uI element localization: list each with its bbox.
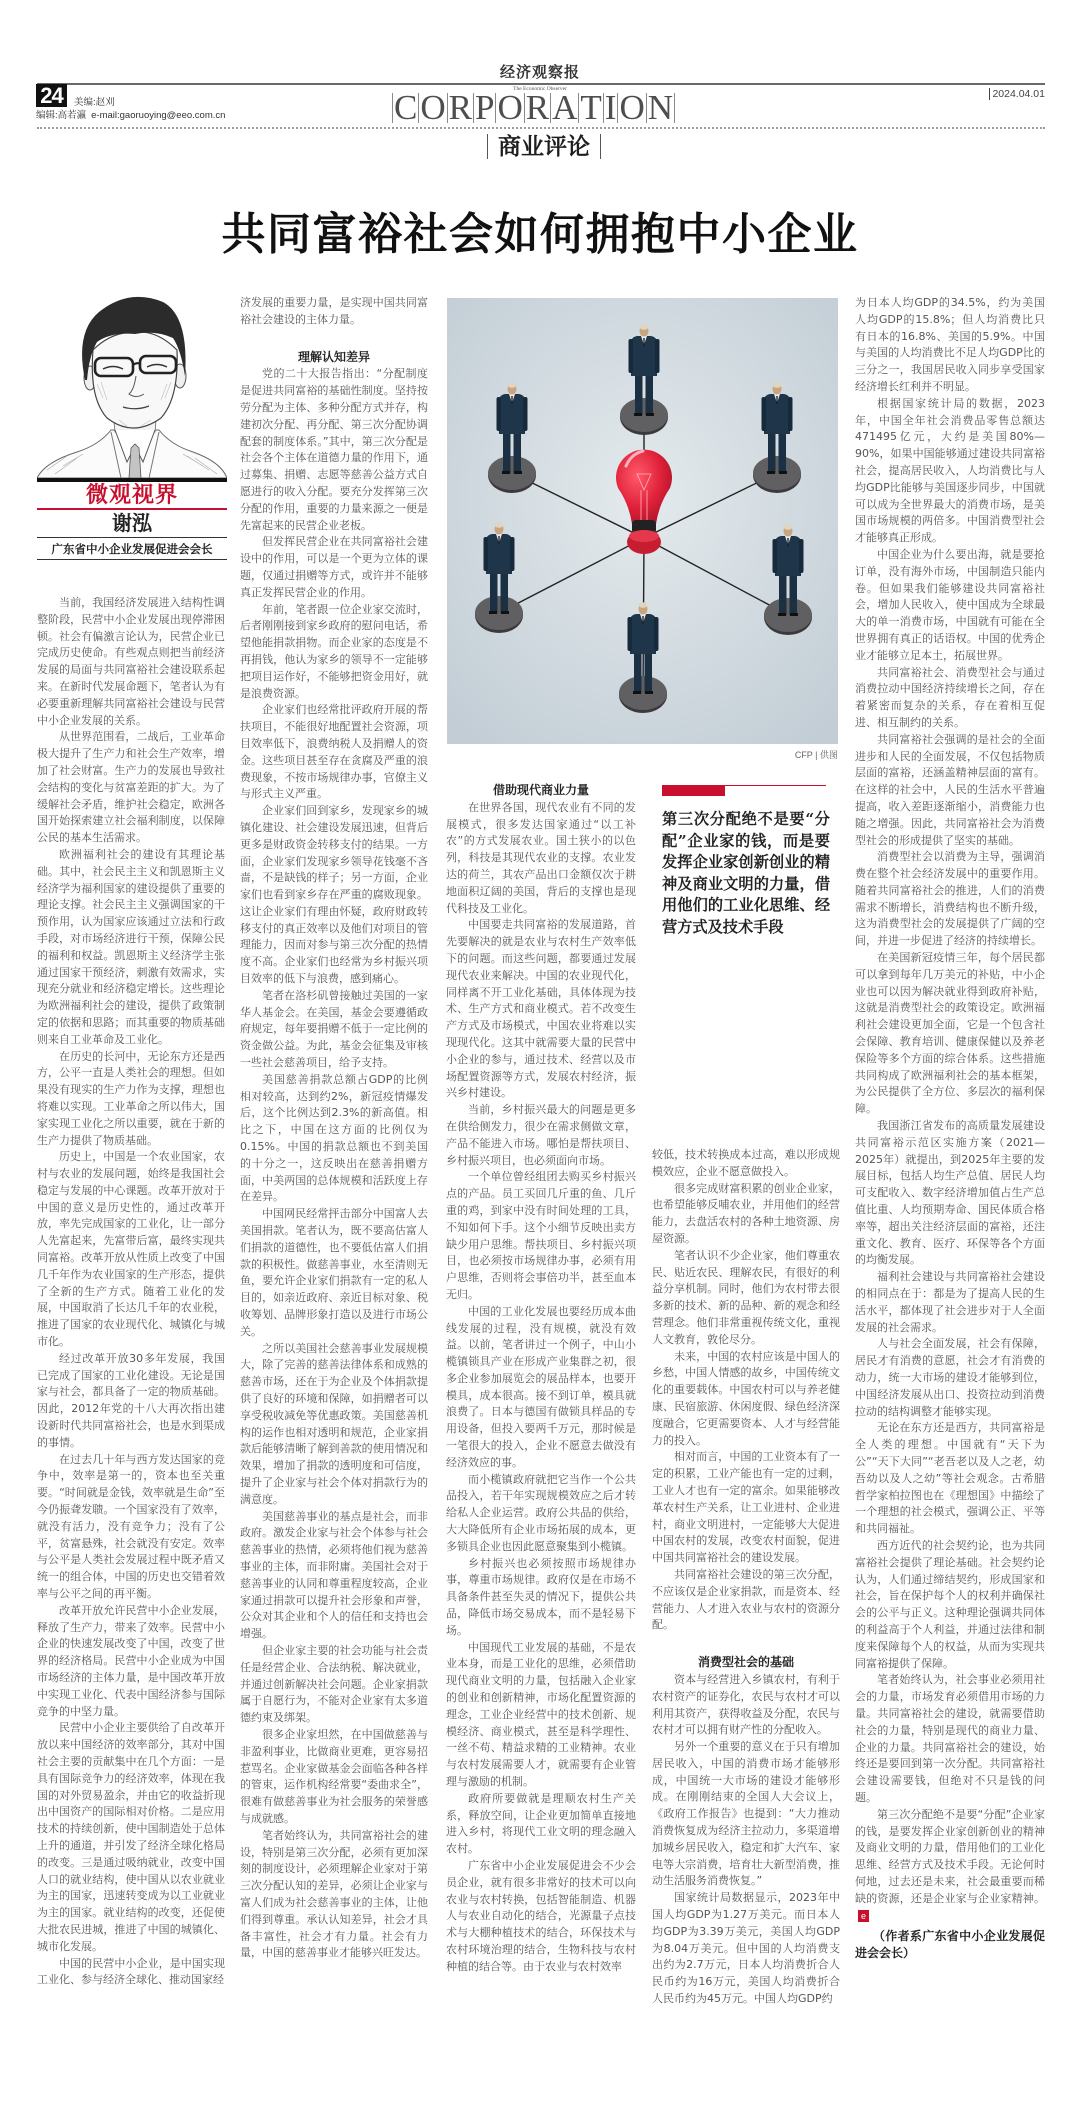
- paragraph: 政府所要做就是理顺农村生产关系，释放空间，让企业更加简单直接地进入乡村，将现代工业文明的理念融入农村。: [446, 1791, 636, 1856]
- pull-quote-red-bar: [662, 785, 725, 796]
- paragraph: 但企业家主要的社会功能与社会责任是经营企业、合法纳税、解决就业，并通过创新解决社会问题。企业家捐款属于自愿行为，不能对企业家有太多道德约束及绑架。: [240, 1643, 428, 1725]
- page-number: 24: [36, 84, 67, 107]
- paragraph: 中国的民营中小企业，是中国实现工业化、参与经济全球化、推动国家经: [37, 1956, 225, 1987]
- paragraph: 笔者在洛杉矶曾接触过美国的一家华人基金会。在美国，基金会要遵循政府规定，每年要捐赠不低于一定比例的资金做公益。为此，基金会征集及审核一些社会慈善项目，给予支持。: [240, 988, 428, 1070]
- paragraph-continuation: 为日本人均GDP的34.5%，约为美国人均GDP的15.8%；但人均消费比只有日本的16.8%、美国的5.9%。中国与美国的人均消费比不足人均GDP比的三分之一，我国居民收入同步享受国家经济增长红利并不明显。: [855, 296, 1045, 393]
- paragraph: 乡村振兴也必须按照市场规律办事，尊重市场规律。政府仅是在市场不具备条件甚至失灵的情况下，提供公共品，降低市场交易成本，而不是轻易下场。: [446, 1556, 636, 1637]
- paragraph: 民营中小企业主要供给了自改革开放以来中国经济的效率部分，其对中国社会主要的贡献集中在几个方面：一是具有国际竞争力的经济效率，体现在我国的对外贸易盈余，并由它的收益折现出中国资产的国际相对价格。二是应用技术的持续创新，使中国制造处于总体上升的通道，并引发了经济全球化格局的改变。三是通过吸纳就业，改变中国人口的就业结构，使中国从以农业就业为主的国家，迅速转变成为以工业就业为主的国家。就业结构的改变，还促使大批农民进城，推进了中国的城镇化、城市化发展。: [37, 1721, 225, 1953]
- paragraph: 历史上，中国是一个农业国家，农村与农业的发展问题，始终是我国社会稳定与发展的中心课题。改革开放对于中国的意义是历史性的，通过改革开放，率先完成国家的工业化，让一部分人先富起来，先富带后富，最终实现共同富裕。改革开放从性质上改变了中国几千年作为农业国家的生产形态，提供了全新的生产方式。随着工业化的发展，中国取消了长达几千年的农业税，推进了国家的农业现代化、城镇化与城市化。: [37, 1150, 225, 1349]
- paragraph: 西方近代的社会契约论，也为共同富裕社会提供了理论基础。社会契约论认为，人们通过缔结契约，形成国家和社会，旨在保护每个人的权利并确保社会的公平与正义。这种理论强调共同体的利益高于个人利益，并通过法律和制度来保障每个人的权益，从而为实现共同富裕提供了保障。: [855, 1538, 1045, 1670]
- paragraph: 无论在东方还是西方，共同富裕是全人类的理想。中国就有“天下为公”“天下大同”“老吾老以及人之老，幼吾幼以及人之幼”等社会观念。古希腊哲学家柏拉图也在《理想国》中描绘了一个理想的社会模式，强调公正、平等和共同福祉。: [855, 1421, 1045, 1536]
- paragraph: 在过去几十年与西方发达国家的竞争中，效率是第一的，资本也至关重要。“时间就是金钱，效率就是生命”至今仍振聋发聩。一个国家没有了效率，就没有活力，没有竞争力；没有了公平，贫富悬殊，社会就没有安定。效率与公平是人类社会发展过程中既矛盾又统一的组合体，中国的历史也交错着效率与公平之间的再平衡。: [37, 1452, 225, 1601]
- article-column-4: [652, 1147, 840, 2008]
- paragraph: 福利社会建设与共同富裕社会建设的相同点在于：都是为了提高人民的生活水平，都体现了社会进步对于人全面发展的社会需求。: [855, 1270, 1045, 1334]
- paragraph: 很多企业家坦然，在中国做慈善与非盈利事业，比做商业更难，更容易招惹骂名。企业家做基金会面临各种各样的管束，运作机构经常要“委曲求全”，很难有做慈善事业为社会服务的荣誉感与成就感。: [240, 1727, 428, 1825]
- column-name: 微观视界: [85, 482, 178, 508]
- paragraph: 但发挥民营企业在共同富裕社会建设中的作用，可以是一个更为立体的课题，仅通过捐赠等方式，或许并不能够真正发挥民营企业的作用。: [240, 535, 428, 599]
- paragraph: 笔者始终认为，社会事业必须用社会的力量，市场发育必须借用市场的力量。共同富裕社会的建设，就需要借助社会的力量，特别是现代的商业力量、企业的力量。共同富裕社会的建设，始终还是要回到第一次分配。共同富裕社会建设需要钱，但绝对不只是钱的问题。: [855, 1673, 1045, 1804]
- byline-red-rule: [37, 508, 227, 510]
- paragraph: 共同富裕社会、消费型社会与通过消费拉动中国经济持续增长之间，存在着紧密而复杂的关系，存在着相互促进、相互制约的关系。: [855, 665, 1045, 729]
- author-sketch-icon: [37, 280, 227, 478]
- paragraph: 笔者始终认为，共同富裕社会的建设，特别是第三次分配，必须有更加深刻的制度设计，必须理解企业家对于第三次分配认知的差异，必须让企业家与富人们成为社会慈善事业的主体，让他们得到尊重。承认认知差异，社会才具备丰富性，社会才有力量。社会有力量，中国的慈善事业才能够兴旺发达。: [240, 1828, 428, 1960]
- paragraph: 中国网民经常抨击部分中国富人去美国捐款。笔者认为，既不要高估富人们捐款的道德性，也不要低估富人们捐款的积极性。做慈善事业，水至清则无鱼，要允许企业家们捐款有一定的私人目的，如亲近政府、亲近目标对象、税收筹划、品牌形象打造以及进行市场公关。: [240, 1207, 428, 1338]
- paragraph: 共同富裕社会强调的是社会的全面进步和人民的全面发展，不仅包括物质层面的富裕，还涵盖精神层面的富有。在这样的社会中，人民的生活水平普遍提高，收入差距逐渐缩小，消费能力也随之增强。因此，共同富裕社会为消费型社会的形成提供了坚实的基础。: [855, 732, 1045, 847]
- pull-quote-rule: [725, 785, 826, 786]
- pull-quote: 第三次分配绝不是要“分配”企业家的钱，而是要发挥企业家创新创业的精神及商业文明的力量，借用他们的工业化思维、经营方式及技术手段: [662, 810, 830, 936]
- paragraph: 根据国家统计局的数据，2023年，中国全年社会消费品零售总额达471495亿元，大约是美国80%—90%，如果中国能够通过建设共同富裕社会，提高居民收入，人均消费比与人均GDP比能够与美国逐步同步，中国就可以成为全世界最大的消费市场，是美国市场规模的两倍多。中国消费型社会才能够真正形成。: [855, 396, 1045, 545]
- paragraph: 中国的工业化发展也要经历成本曲线发展的过程，没有规模，就没有效益。以前，笔者讲过一个例子，中山小榄镇锁具产业在形成产业集群之初，很多企业参加展览会的展品样本，也要开模具，成本很高。接不到订单，模具就浪费了。日本与德国有做锁具样品的专用设备，但投入要两千万元，那时候是一笔很大的投入，企业不愿意去做没有经济效应的事。: [446, 1304, 636, 1469]
- paragraph: 美国慈善捐款总额占GDP的比例相对较高，达到约2%，新冠疫情爆发后，这个比例达到2.3%的新高值。相比之下，中国在这方面的比例仅为0.15%。中国的捐款总额也不到美国的十分之一，这反映出在慈善捐赠方面，中美两国的总体规模和活跃度上存在差异。: [240, 1072, 428, 1204]
- article-column-1: [37, 595, 225, 1989]
- paragraph: 我国浙江省发布的高质量发展建设共同富裕示范区实施方案（2021—2025年）就提出，到2025年主要的发展目标，包括人均生产总值、居民人均可支配收入、数字经济增加值占生产总值比重、人均预期寿命、国民体质合格率等，超出关注经济层面的富裕，还注重文化、教育、医疗、环保等各个方面的均衡发展。: [855, 1119, 1045, 1267]
- section-heading: 理解认知差异: [297, 349, 370, 364]
- newspaper-name-english: The Economic Observer: [513, 86, 567, 92]
- paragraph: 企业家们也经常批评政府开展的帮扶项目，不能很好地配置社会资源，项目效率低下，浪费纳税人及捐赠人的资金。这些项目甚至存在贪腐及严重的浪费现象，不按市场规律办事，官僚主义与形式主义严重。: [240, 703, 428, 801]
- author-title: 广东省中小企业发展促进会会长: [51, 542, 213, 556]
- paragraph: 中国现代工业发展的基础，不是农业本身，而是工业化的思维，必须借助现代商业文明的力量，包括融入企业家的创业和创新精神，市场化配置资源的理念，工业企业经营中的技术创新、规模经济、商业模式，甚至是科学理性、一丝不苟、精益求精的工业精神。农业与农村发展需要人才，就需要有企业管理与激励的机制。: [446, 1640, 636, 1789]
- editor-email: e-mail:gaoruoying@eeo.com.cn: [91, 110, 226, 121]
- final-paragraph: [855, 1807, 1045, 1925]
- paragraph: 未来，中国的农村应该是中国人的乡愁，中国人情感的故乡，中国传统文化的重要载体。中国农村可以与养老健康、民宿旅游、休闲度假、绿色经济深度融合，它更需要资本、人才与经营能力的投入。: [652, 1349, 840, 1447]
- paragraph: 共同富裕社会建设的第三次分配，不应该仅是企业家捐款，而是资本、经营能力、人才进入农业与农村的资源分配。: [652, 1567, 840, 1632]
- section-title-chinese: 商业评论: [487, 134, 601, 159]
- paragraph: 在美国新冠疫情三年，每个居民都可以拿到每年几万美元的补贴，中小企业也可以因为解决就业得到政府补贴，这就是消费型社会的政策设定。欧洲福利社会建设更加全面，它是一个包含社会保障、教育培训、健康保健以及养老保险等多个方面的综合体系。这些措施共同构成了欧洲福利社会的基本框架，为公民提供了全方位、多层次的福利保障。: [855, 951, 1045, 1116]
- paragraph: 国家统计局数据显示，2023年中国人均GDP为1.27万美元。而日本人均GDP为3.39万美元，美国人均GDP为8.04万美元。但中国的人均消费支出约为2.7万元，日本人均消费折合人民币约为16万元，美国人均消费折合人民币约为45万元。中国人均GDP约: [652, 1891, 840, 2006]
- paragraph: 中国要走共同富裕的发展道路，首先要解决的就是农业与农村生产效率低下的问题。而这些问题，都要通过发展现代农业来解决。中国的农业现代化，同样离不开工业化基础，具体体现为技术、生产方式和商业模式。若不改变生产方式及市场模式，中国农业将难以实现现代化。这其中就需要大量的民营中小企业的参与，通过技术、经营以及市场配置资源等方式，发展农村经济，振兴乡村建设。: [446, 918, 636, 1100]
- end-of-article-icon: e: [858, 1910, 869, 1922]
- dotted-divider: [37, 127, 1045, 129]
- paragraph: 另外一个重要的意义在于只有增加居民收入，中国的消费市场才能够形成，中国统一大市场的建设才能够形成。在刚刚结束的全国人大会议上，《政府工作报告》也提到：“大力推动消费恢复成为经济主拉动力，多渠道增加城乡居民收入，稳定和扩大汽车、家电等大宗消费，培育壮大新型消费，推动生活服务消费恢复。”: [652, 1740, 840, 1888]
- article-column-3: [446, 782, 636, 1976]
- paragraph: 在世界各国，现代农业有不同的发展模式，很多发达国家通过“以工补农”的方式发展农业。国土狭小的以色列，科技是其现代农业的支撑。农业发达的荷兰，其农产品出口金额仅次于耕地面积辽阔的美国，背后的支撑也是现代科技及工业化。: [446, 800, 636, 915]
- paragraph-continuation: 济发展的重要力量，是实现中国共同富裕社会建设的主体力量。: [240, 296, 428, 326]
- paragraph: 党的二十大报告指出：“分配制度是促进共同富裕的基础性制度。坚持按劳分配为主体、多种分配方式并存，构建初次分配、再分配、第三次分配协调配套的制度体系。”其中，第三次分配是社会各个主体在道德力量的作用下，通过募集、捐赠、志愿等慈善公益方式自愿进行的收入分配。要充分发挥第三次分配的作用，重要的力量来源之一便是先富起来的民营企业老板。: [240, 367, 428, 532]
- image-caption: CFP | 供图: [794, 750, 838, 760]
- issue-date: 2024.04.01: [989, 88, 1045, 100]
- byline-bottom-rule: [37, 559, 227, 560]
- paragraph: 当前，我国经济发展进入结构性调整阶段，民营中小企业发展出现停滞困顿。社会有偏激言论认为，民营企业已完成历史使命。有些观点则把当前经济发展的局面与共同富裕社会建设联系起来。在新时代发展命题下，笔者认为有必要重新理解共同富裕社会建设与民营中小企业发展的关系。: [37, 596, 225, 727]
- byline-rule: [37, 537, 227, 538]
- masthead-rule: [37, 83, 1045, 85]
- paragraph: 年前，笔者跟一位企业家交流时，后者刚刚接到家乡政府的慰问电话，希望他能捐款捐物。而企业家的态度是不再捐钱，他认为家乡的领导不一定能够把项目运作好，不能够把资金用好，就是浪费资源。: [240, 602, 428, 700]
- editor-credit: [36, 110, 225, 122]
- paragraph: 当前，乡村振兴最大的问题是更多在供给侧发力，很少在需求侧做文章，产品不能进入市场。哪怕是帮扶项目、乡村振兴项目，也必须面向市场。: [446, 1103, 636, 1167]
- author-name: 谢泓: [112, 511, 152, 535]
- paragraph: 广东省中小企业发展促进会不少会员企业，就有很多非常好的技术可以向农业与农村转换，包括智能制造、机器人与农业自动化的结合，光源量子点技术与大棚种植技术的结合，环保技术与农村环境治理的结合，生物科技与农村种植的结合等。由于农业与农村效率: [446, 1859, 636, 1973]
- section-heading: 消费型社会的基础: [697, 1655, 794, 1670]
- article-headline: 共同富裕社会如何拥抱中小企业: [221, 209, 859, 260]
- paragraph: 经过改革开放30多年发展，我国已完成了国家的工业化建设。无论是国家与社会，都具备了一定的物质基础。因此，2012年党的十八大再次指出建设新时代共同富裕社会，也是水到渠成的事情。: [37, 1351, 225, 1449]
- paragraph: 美国慈善事业的基点是社会，而非政府。激发企业家与社会个体参与社会慈善事业的热情，必须将他们视为慈善事业的主体，而非附庸。美国社会对于慈善事业的认同和尊重程度较高，企业家通过捐款可以提升社会形象和声誉，公众对其企业和个人的信任和支持也会增强。: [240, 1509, 428, 1641]
- paragraph: 消费型社会以消费为主导，强调消费在整个社会经济发展中的重要作用。随着共同富裕社会的推进，人们的消费需求不断增长，消费结构也不断升级，这为消费型社会的发展提供了广阔的空间，并进一步促进了经济的持续增长。: [855, 850, 1045, 948]
- article-column-5: [855, 295, 1045, 1962]
- paragraph: 改革开放允许民营中小企业发展，释放了生产力，带来了效率。民营中小企业的快速发展改变了中国，改变了世界的经济格局。民营中小企业成为中国市场经济的主体力量，是中国改革开放中实现工业化、代表中国经济参与国际竞争的中坚力量。: [37, 1603, 225, 1718]
- paragraph: 而小榄镇政府就把它当作一个公共品投入，若干年实现规模效应之后才转给私人企业运营。政府公共品的供给，大大降低所有企业市场拓展的成本，更多锁具企业也因此愿意聚集到小榄镇。: [446, 1472, 636, 1553]
- paragraph: 中国企业为什么要出海，就是要抢订单，没有海外市场，中国制造只能内卷。但如果我们能够建设共同富裕社会，增加人民收入，使中国成为全球最大的单一消费市场，中国就有可能在全世界拥有真正的话语权。中国的优秀企业才能够立足本土，拓展世界。: [855, 547, 1045, 662]
- section-title-wrap: [0, 134, 1080, 159]
- paragraph: 笔者认识不少企业家，他们尊重农民、贴近农民、理解农民，有很好的利益分享机制。同时，他们为农村带去很多新的技术、新的品种、新的观念和经营理念。他们非常重视传统文化，重视人文教育，敦伦尽分。: [652, 1248, 840, 1346]
- paragraph: 一个单位曾经组团去购买乡村振兴点的产品。员工买回几斤重的鱼、几斤重的鸡，到家中没有时间处理的工具，不知如何下手。这个小细节反映出卖方缺少用户思维。帮扶项目、乡村振兴项目，也必须按市场规律办事，必须有用户思维，否则将会事倍功半，甚至血本无归。: [446, 1170, 636, 1301]
- article-column-2: [240, 295, 428, 1962]
- section-heading: 借助现代商业力量: [492, 783, 589, 797]
- lightbulb-network-illustration-icon: [447, 298, 838, 744]
- paragraph: 企业家们回到家乡，发现家乡的城镇化建设、社会建设发展迅速，但背后更多是财政资金转移支付的结果。一方面，企业家们发现家乡领导花钱毫不吝啬，不是缺钱的样子；另一方面，企业家们也看到家乡存在严重的腐败现象。这让企业家们有理由怀疑，政府财政转移支付的真正效率以及他们对项目的管理能力，因而对参与第三次分配的热情度不高。企业家们也经常为乡村振兴项目效率的低下与浪费，感到痛心。: [240, 804, 428, 986]
- art-editor-credit: 美编:赵刈: [74, 97, 115, 108]
- author-portrait: [37, 280, 227, 478]
- paragraph: 相对而言，中国的工业资本有了一定的积累，工业产能也有一定的过剩，工业人才也有一定的富余。如果能够改革农村生产关系，让工业进村、企业进村，商业文明进村，一定能够大大促进中国农村的发展，改变农村面貌，促进中国共同富裕社会的建设发展。: [652, 1450, 840, 1565]
- paragraph: 很多完成财富积累的创业企业家，也希望能够反哺农业，并用他们的经营能力，去盘活农村的各种土地资源、房屋资源。: [652, 1181, 840, 1245]
- paragraph: 从世界范围看，二战后，工业革命极大提升了生产力和社会生产效率，增加了社会财富。生产力的发展也导致社会结构的变化与贫富差距的扩大。为了缓解社会矛盾，维护社会稳定，欧洲各国开始探索建立社会福利制度，以保障公民的基本生活需求。: [37, 730, 225, 845]
- paragraph: 之所以美国社会慈善事业发展规模大，除了完善的慈善法律体系和成熟的慈善市场，还在于为企业及个体捐款提供了良好的环境和保障，如捐赠者可以享受税收减免等优惠政策。美国慈善机构的运作也相对透明和规范，企业家捐款后能够清晰了解到善款的使用情况和效果，增加了捐款的透明度和可信度，提升了企业家与社会个体对捐款行为的满意度。: [240, 1341, 428, 1506]
- paragraph: 资本与经营进入乡镇农村，有利于农村资产的证券化，农民与农村才可以利用其资产，获得收益及分配，农民与农村才可以拥有财产性的分配收入。: [652, 1672, 840, 1737]
- article-illustration: [447, 298, 838, 744]
- section-title-english: CORPORATION: [394, 88, 673, 127]
- paragraph: 在历史的长河中，无论东方还是西方，公平一直是人类社会的理想。但如果没有现实的生产力作为支撑，理想也将难以实现。工业革命之所以伟大，国家实现工业化之所以重要，就在于新的生产力提供了物质基础。: [37, 1049, 225, 1147]
- paragraph-continuation: 较低，技术转换成本过高，难以形成规模效应，企业不愿意做投入。: [652, 1148, 840, 1178]
- paragraph: 欧洲福利社会的建设有其理论基础。其中，社会民主主义和凯恩斯主义经济学为福利国家的建设提供了重要的理论支撑。社会民主主义强调国家的干预作用，认为国家应该通过立法和行政手段，对市场经济进行干预，保障公民的福利和权益。凯恩斯主义经济学主张通过国家干预经济，刺激有效需求，实现充分就业和经济稳定增长。这些理论为欧洲福利社会的建设，提供了政策制定的依据和思路；而其重要的物质基础则来自工业革命及工业化。: [37, 847, 225, 1046]
- author-note: （作者系广东省中小企业发展促进会会长）: [855, 1929, 1045, 1961]
- newspaper-name: 经济观察报: [499, 63, 580, 81]
- paragraph: 人与社会全面发展，社会有保障，居民才有消费的意愿，社会才有消费的动力，统一大市场的建设才能够到位，中国经济发展从出口、投资拉动到消费拉动的结构调整才能够实现。: [855, 1337, 1045, 1418]
- paragraph-text: 第三次分配绝不是要“分配”企业家的钱，是要发挥企业家创新创业的精神及商业文明的力量，借用他们的工业化思维、经营方式及技术手段。无论何时何地，过去还是未来，社会最重要而稀缺的资源，还是企业家与企业家精神。: [855, 1807, 1045, 1905]
- editor-name: 编辑:高若瀛: [36, 110, 87, 121]
